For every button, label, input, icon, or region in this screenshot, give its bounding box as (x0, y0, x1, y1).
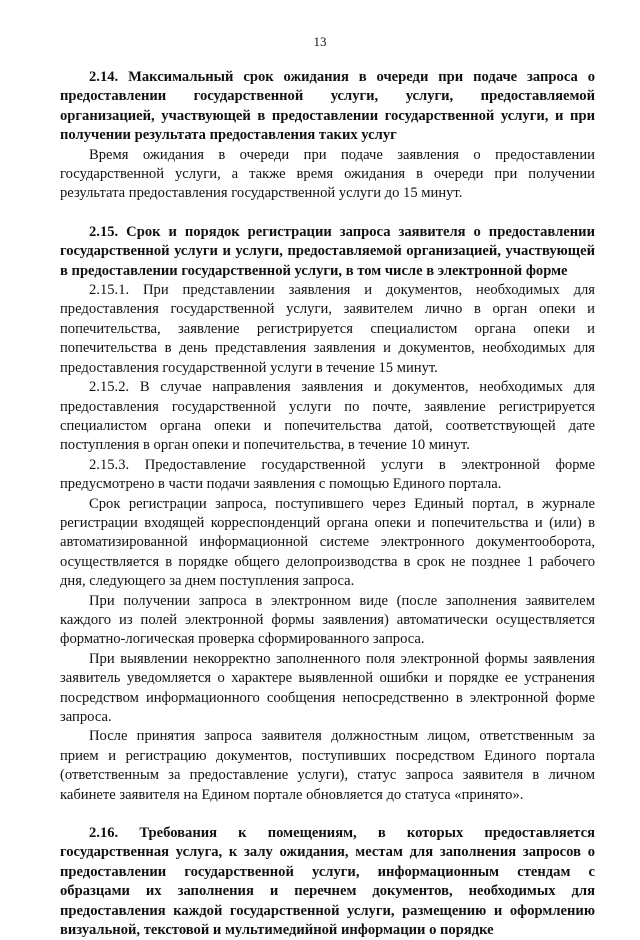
section-heading-2-14: 2.14. Максимальный срок ожидания в очереди при подаче запроса о предоставлении государственной услуги, услуги, предоставляемой организацией, участвующей в предоставлении государственной услуги, и при получении результата предоставления таких услуг (60, 69, 595, 144)
paragraph: После принятия запроса заявителя должностным лицом, ответственным за прием и регистрацию документов, поступивших посредством Единого портала (ответственным за предоставление услуги), статус запроса заявителя в личном кабинете заявителя на Едином портале обновляется до статуса «принято». (60, 728, 595, 803)
paragraph: Срок регистрации запроса, поступившего через Единый портал, в журнале регистрации входящей корреспонденций органа опеки и попечительства и (или) в автоматизированной информационной системе электронного документооборота, осуществляется в порядке общего делопроизводства в срок не позднее 1 рабочего дня, следующего за днем поступления запроса. (60, 495, 595, 590)
paragraph: 2.15.3. Предоставление государственной услуги в электронной форме предусмотрено в части подачи заявления с помощью Единого портала. (60, 456, 595, 493)
paragraph: Время ожидания в очереди при подаче заявления о предоставлении государственной услуги, а также время ожидания в очереди при получении результата предоставления государственной услуги до 15 минут. (60, 146, 595, 202)
paragraph: При выявлении некорректно заполненного поля электронной формы заявления заявитель уведомляется о характере выявленной ошибки и порядке ее устранения посредством информационного сообщения непосредственно в электронной форме запроса. (60, 650, 595, 725)
section-heading-2-15: 2.15. Срок и порядок регистрации запроса заявителя о предоставлении государственной услуги и услуги, предоставляемой организацией, участвующей в предоставлении государственной услуги, в том числе в электронной форме (60, 223, 595, 279)
document-body (60, 68, 595, 940)
paragraph: При получении запроса в электронном виде (после заполнения заявителем каждого из полей электронной формы заявления) автоматически осуществляется форматно-логическая проверка сформированного запроса. (60, 592, 595, 648)
section-heading-2-16: 2.16. Требования к помещениям, в которых предоставляется государственная услуга, к залу ожидания, местам для заполнения запросов о предоставлении государственной услуги, информационным стендам с образцами их заполнения и перечнем документов, необходимых для предоставления каждой государственной услуги, размещению и оформлению визуальной, текстовой и мультимедийной информации о порядке (60, 825, 595, 939)
paragraph: 2.15.2. В случае направления заявления и документов, необходимых для предоставления государственной услуги по почте, заявление регистрируется специалистом органа опеки и попечительства датой, соответствующей дате поступления в орган опеки и попечительства, в течение 10 минут. (60, 379, 595, 454)
paragraph: 2.15.1. При представлении заявления и документов, необходимых для предоставления государственной услуги, заявителем лично в орган опеки и попечительства, заявление регистрируется специалистом органа опеки и попечительства в день представления заявления и документов, необходимых для предоставления государственной услуги в течение 15 минут. (60, 282, 595, 376)
page-number: 13 (313, 34, 327, 49)
